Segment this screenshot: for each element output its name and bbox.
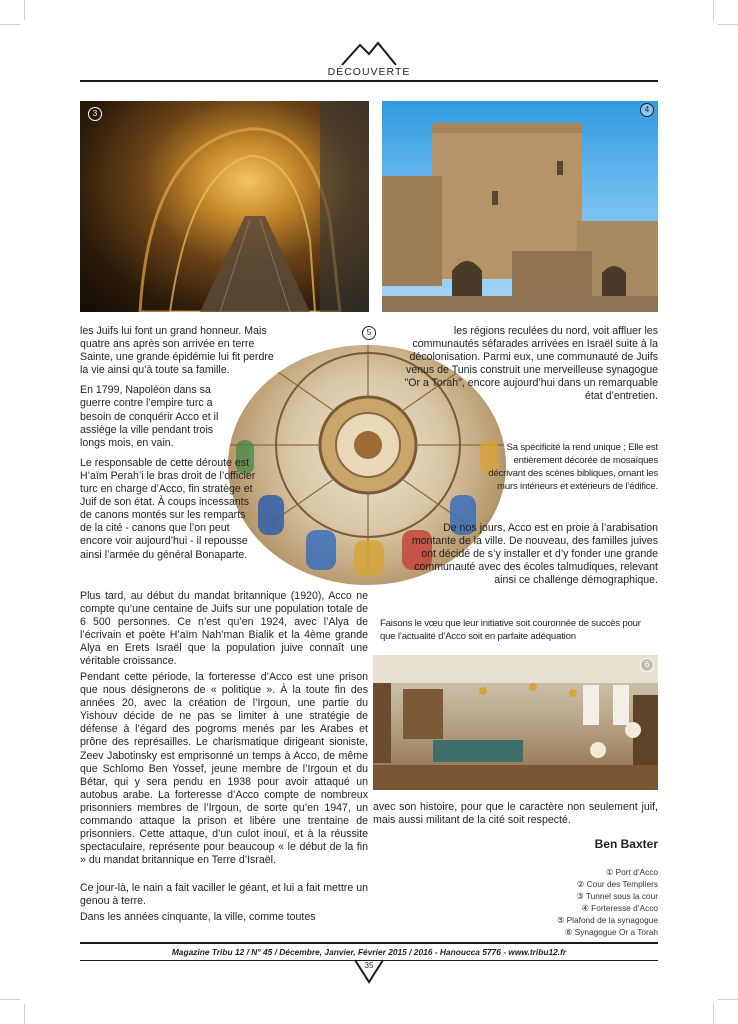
left-column (80, 325, 380, 569)
section-label: DÉCOUVERTE (327, 66, 411, 78)
header-rule (80, 80, 658, 82)
photo-captions (557, 866, 658, 939)
page-number: 35 (364, 961, 374, 970)
caption: ③ Tunnel sous la cour (576, 891, 658, 902)
footer-text: Magazine Tribu 12 / N° 45 / Décembre, Janvier, Février 2015 / 2016 - Hanoucca 5776 - www.tribu12.fr (171, 947, 567, 957)
photo-number: 4 (640, 103, 654, 117)
paragraph: Plus tard, au début du mandat britannique (1920), Acco ne compte qu’une centaine de Juifs sur une population totale de 6 500 personnes. Ce n’est qu’en 1924, avec l’Alya de l’écrivain et poète H’aïm Nah’man Bialik et la 4ème grande Alya en Erets Israël que la population juive connaît une véritable croissance. (80, 590, 368, 668)
crop-mark (718, 24, 738, 25)
photo-synagogue-interior (373, 655, 658, 790)
crop-mark (24, 1004, 25, 1024)
caption: ⑥ Synagogue Or a Torah (564, 927, 658, 938)
paragraph: Dans les années cinquante, la ville, comme toutes (80, 911, 316, 923)
author-name: Ben Baxter (594, 837, 658, 851)
paragraph: Faisons le vœu que leur initiative soit couronnée de succès pour que l’actualité d’Acco soit en parfaite adéquation (380, 618, 641, 643)
crop-mark (0, 999, 20, 1000)
paragraph: De nos jours, Acco est en proie à l’arabisation montante de la ville. De nouveau, des familles juives ont décidé de s’y installer et d’y fonder une grande communauté avec des écoles talmudiques, relevant ainsi ce challenge démographique. (411, 522, 658, 587)
header-peak-icon (340, 40, 398, 66)
crop-mark (713, 0, 714, 20)
caption: ⑤ Plafond de la synagogue (556, 915, 658, 926)
photo-tunnel (80, 101, 369, 312)
crop-mark (24, 0, 25, 20)
paragraph: les Juifs lui font un grand honneur. Mais quatre ans après son arrivée en terre Sainte, une grande épidémie lui fit perdre la vie ainsi qu’à toute sa famille. (80, 325, 274, 377)
crop-mark (713, 1004, 714, 1024)
footer-rule (80, 942, 658, 944)
caption: ① Port d’Acco (605, 867, 658, 877)
photo-number: 5 (362, 326, 376, 340)
caption: ② Cour des Templiers (576, 879, 658, 890)
caption: ④ Forteresse d’Acco (581, 903, 658, 914)
paragraph: En 1799, Napoléon dans sa guerre contre l’empire turc a besoin de conquérir Acco et il assiège la ville pendant trois longs mois, en vain. (80, 384, 219, 449)
paragraph: Sa spécificité la rend unique ; Elle est entièrement décorée de mosaïques décrivant des scènes bibliques, ornant les murs intérieurs et extérieurs de l’édifice. (488, 442, 658, 493)
crop-mark (718, 999, 738, 1000)
paragraph: Ce jour-là, le nain a fait vaciller le géant, et lui a fait mettre un genou à terre. (80, 882, 368, 908)
paragraph: les régions reculées du nord, voit affluer les communautés séfarades arrivées en Israël suite à la décolonisation. Parmi eux, une communauté de Juifs venus de Tunis construit une merveilleuse synagogue "Or a Torah", encore aujourd’hui dans un remarquable état d’entretien. (404, 325, 658, 403)
paragraph: avec son histoire, pour que le caractère non seulement juif, mais aussi militant de la cité soit respecté. (373, 801, 658, 827)
crop-mark (0, 24, 20, 25)
photo-number: 3 (88, 107, 102, 121)
paragraph: Pendant cette période, la forteresse d’Acco est une prison que nous désignerons de « politique ». À la toute fin des années 20, avec la création de l’Irgoun, une partie du Yishouv décide de ne pas se limiter à une stratégie de défense à l’égard des pogroms menés par les Arabes et prône des représailles. Le charismatique dirigeant sioniste, Zeev Jabotinsky est emprisonné un temps à Acco, de même que Schlomo Ben Yossef, jeune membre de l’Irgoun et du Bétar, qui y sera pendu en 1938 pour avoir attaqué un autobus arabe. La forteresse d’Acco compte de nombreux prisonniers membres de l’Irgoun, de sorte qu’en 1947, un commando attaque la prison et libère une trentaine de prisonniers. Cette attaque, d’un culot inouï, et à la réussite spectaculaire, représente pour beaucoup « le début de la fin » du mandat britannique en Terre d’Israël. (80, 671, 368, 867)
photo-number: 6 (640, 658, 654, 672)
photo-fortress (382, 101, 658, 312)
paragraph: Le responsable de cette déroute est H’aïm Perah’i le bras droit de l’officier turc en charge d’Acco, fin stratège et Juif de son état. À coups incessants de canons montés sur les remparts de la cité - canons que l’on peut encore voir aujourd’hui - il repousse ainsi l’armée du général Bonaparte. (80, 456, 256, 561)
